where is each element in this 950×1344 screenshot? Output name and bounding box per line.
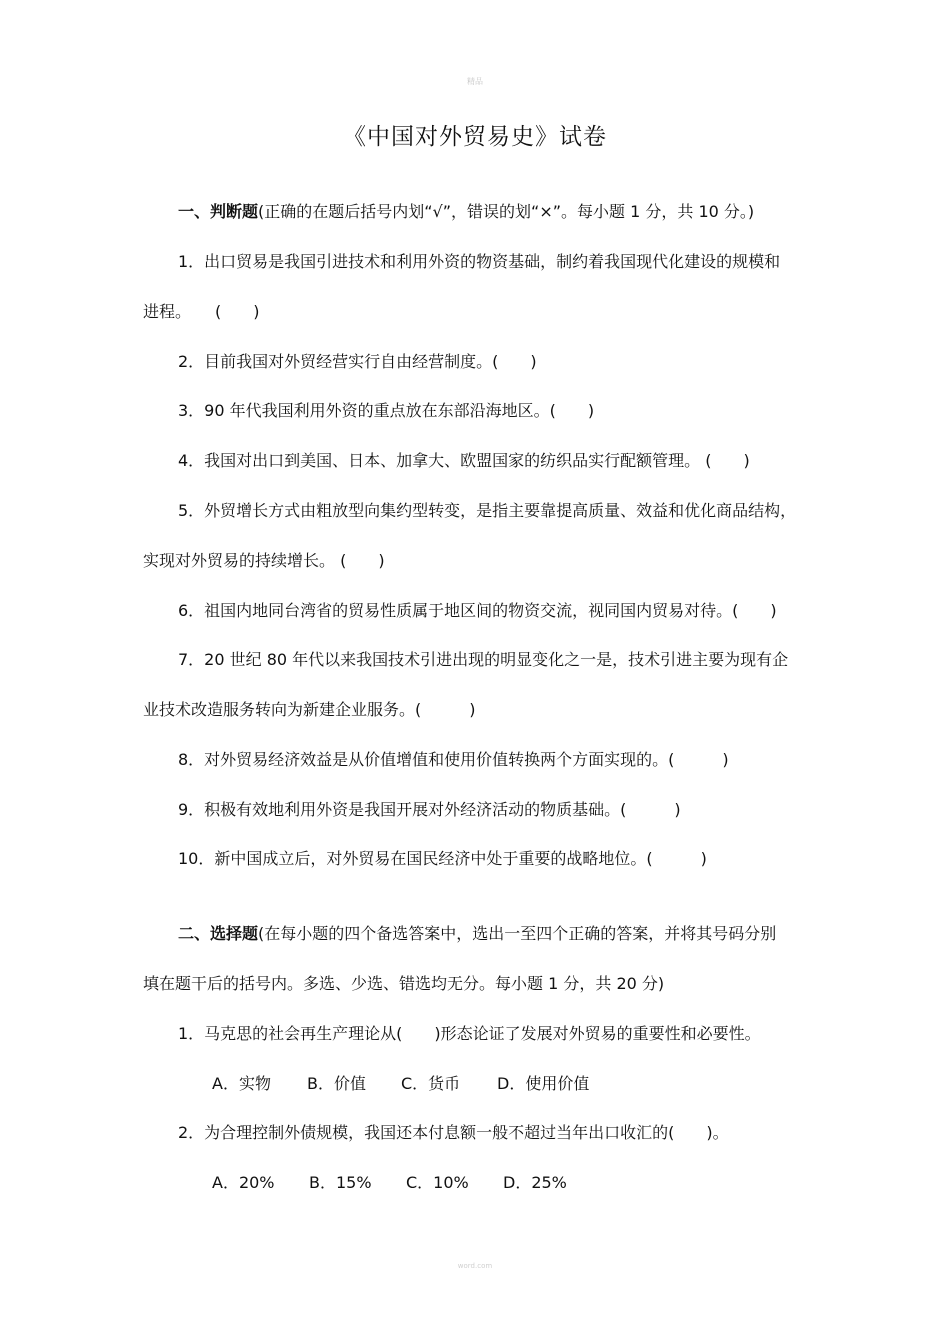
question-1-7: 7．20 世纪 80 年代以来我国技术引进出现的明显变化之一是，技术引进主要为现有企 — [178, 650, 789, 669]
section-1-title: 一、判断题 — [178, 202, 259, 221]
section-2-instruction: (在每小题的四个备选答案中，选出一至四个正确的答案，并将其号码分别 — [258, 924, 777, 943]
section-1-instruction: (正确的在题后括号内划“√”，错误的划“×”。每小题 1 分，共 10 分。) — [258, 202, 755, 221]
option-d: D．25% — [503, 1173, 567, 1192]
question-1-8: 8．对外贸易经济效益是从价值增值和使用价值转换两个方面实现的。( ) — [178, 750, 729, 769]
footer-watermark: word.com — [457, 1262, 493, 1270]
question-2-1-options — [212, 1072, 589, 1096]
option-a: A．20% — [212, 1173, 275, 1192]
question-1-5-cont: 实现对外贸易的持续增长。 ( ) — [143, 551, 385, 570]
section-2-instruction-cont: 填在题干后的括号内。多选、少选、错选均无分。每小题 1 分，共 20 分) — [143, 974, 665, 993]
question-1-7-cont: 业技术改造服务转向为新建企业服务。( ) — [143, 700, 476, 719]
question-1-3: 3．90 年代我国利用外资的重点放在东部沿海地区。( ) — [178, 401, 595, 420]
section-2-title: 二、选择题 — [178, 924, 259, 943]
question-1-5: 5．外贸增长方式由粗放型向集约型转变，是指主要靠提高质量、效益和优化商品结构， — [178, 501, 797, 520]
question-1-6: 6．祖国内地同台湾省的贸易性质属于地区间的物资交流，视同国内贸易对待。( ) — [178, 601, 777, 620]
question-2-2: 2．为合理控制外债规模，我国还本付息额一般不超过当年出口收汇的( )。 — [178, 1123, 729, 1142]
option-b: B．15% — [309, 1173, 372, 1192]
question-1-1: 1．出口贸易是我国引进技术和利用外资的物资基础，制约着我国现代化建设的规模和 — [178, 252, 781, 271]
question-2-2-options — [212, 1171, 567, 1195]
section-2-heading — [178, 922, 776, 946]
option-d: D．使用价值 — [497, 1074, 590, 1093]
option-a: A．实物 — [212, 1074, 271, 1093]
section-1-heading — [178, 200, 754, 224]
page-title: 《中国对外贸易史》试卷 — [343, 124, 607, 150]
question-1-10: 10．新中国成立后，对外贸易在国民经济中处于重要的战略地位。( ) — [178, 849, 707, 868]
question-1-9: 9．积极有效地利用外资是我国开展对外经济活动的物质基础。( ) — [178, 800, 681, 819]
question-1-1-cont: 进程。 ( ) — [143, 302, 260, 321]
option-c: C．10% — [406, 1173, 469, 1192]
question-1-4: 4．我国对出口到美国、日本、加拿大、欧盟国家的纺织品实行配额管理。 ( ) — [178, 451, 750, 470]
question-2-1: 1．马克思的社会再生产理论从( )形态论证了发展对外贸易的重要性和必要性。 — [178, 1024, 761, 1043]
option-b: B．价值 — [307, 1074, 366, 1093]
header-watermark: 精品 — [467, 77, 483, 86]
question-1-2: 2．目前我国对外贸经营实行自由经营制度。( ) — [178, 352, 537, 371]
option-c: C．货币 — [401, 1074, 461, 1093]
